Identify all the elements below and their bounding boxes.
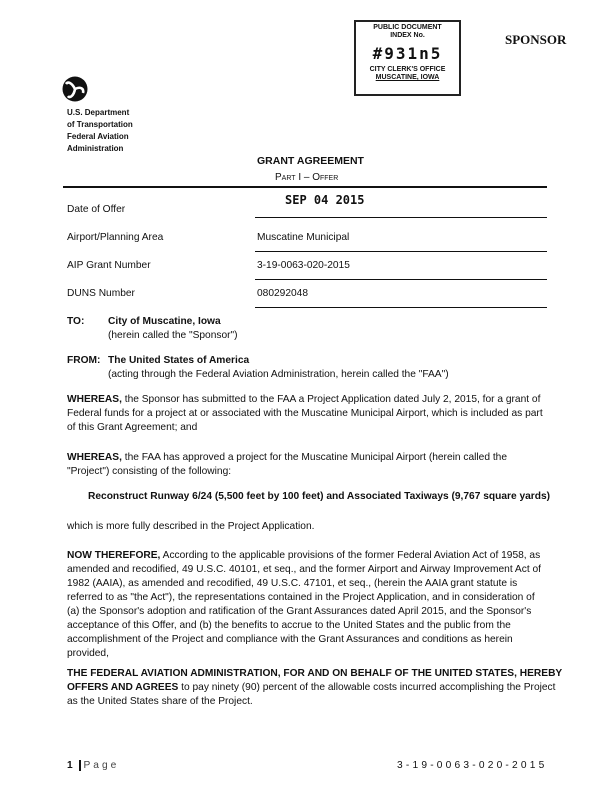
agency-name: [67, 107, 133, 155]
paragraph-lead: WHEREAS,: [67, 394, 122, 405]
project-description: Reconstruct Runway 6/24 (5,500 feet by 100 feet) and Associated Taxiways (9,767 square yards): [88, 491, 551, 502]
paragraph-line: the Sponsor has submitted to the FAA a Project Application dated July 2, 2015, for a grant of: [121, 394, 541, 405]
paragraph-line: (a) the Sponsor's adoption and ratification of the Grant Assurances dated April 2015, and the Sponsor's: [67, 606, 532, 617]
from-label: FROM:: [67, 355, 101, 366]
to-note: (herein called the "Sponsor"): [108, 330, 238, 341]
field-label-date: Date of Offer: [67, 204, 126, 215]
paragraph-line: According to the applicable provisions of the former Federal Aviation Act of 1958, as: [160, 550, 541, 561]
whereas-paragraph-2: [67, 452, 507, 480]
from-note: (acting through the Federal Aviation Administration, herein called the "FAA"): [108, 369, 449, 380]
field-label-duns: DUNS Number: [67, 288, 135, 299]
paragraph-line: to pay ninety (90) percent of the allowable costs incurred accomplishing the Project: [178, 682, 556, 693]
paragraph-lead: NOW THEREFORE,: [67, 550, 161, 561]
footer-grant-number: 3-19-0063-020-2015: [397, 760, 548, 771]
sponsor-label: SPONSOR: [505, 32, 567, 47]
paragraph-line: acceptance of this Offer, and (b) the benefits to accrue to the United States and the public from the: [67, 620, 511, 631]
stamp-line: INDEX No.: [390, 32, 425, 39]
paragraph-lead: WHEREAS,: [67, 452, 122, 463]
page-footer: [67, 760, 119, 771]
document-subtitle: Part I – Offer: [275, 172, 339, 183]
document-title: GRANT AGREEMENT: [257, 155, 364, 167]
paragraph-line: THE FEDERAL AVIATION ADMINISTRATION, FOR AND ON BEHALF OF THE UNITED STATES, HEREBY: [67, 668, 563, 679]
page-number: 1: [67, 760, 73, 771]
to-name: City of Muscatine, Iowa: [108, 316, 221, 327]
from-name: The United States of America: [108, 355, 250, 366]
field-underline: [255, 251, 547, 252]
field-label-airport: Airport/Planning Area: [67, 232, 164, 243]
dot-logo-icon: [62, 75, 88, 103]
paragraph-line: of this Grant Agreement; and: [67, 422, 198, 433]
field-value-duns: 080292048: [257, 288, 308, 299]
paragraph-line: "Project") consisting of the following:: [67, 466, 232, 477]
paragraph-line: provided,: [67, 648, 109, 659]
date-of-offer-stamp: SEP 04 2015: [285, 193, 365, 207]
field-value-grant-number: 3-19-0063-020-2015: [257, 260, 350, 271]
paragraph-project-application: which is more fully described in the Project Application.: [67, 521, 315, 532]
field-value-airport: Muscatine Municipal: [257, 232, 350, 243]
field-underline: [255, 217, 547, 218]
divider: [63, 186, 547, 188]
faa-offer-paragraph: [67, 668, 562, 710]
paragraph-line: accomplishment of the Project and compliance with the Grant Assurances and conditions as herein: [67, 634, 513, 645]
page-label: Page: [83, 760, 120, 771]
agency-line: Federal Aviation: [67, 132, 129, 141]
stamp-line: CITY CLERK'S OFFICE: [369, 66, 446, 73]
now-therefore-paragraph: [67, 550, 541, 662]
paragraph-line: the FAA has approved a project for the Muscatine Municipal Airport (herein called the: [121, 452, 507, 463]
field-underline: [255, 307, 547, 308]
agency-line: U.S. Department: [67, 108, 130, 117]
paragraph-lead: OFFERS AND AGREES: [67, 682, 179, 693]
agency-line: of Transportation: [67, 120, 133, 129]
stamp-line: MUSCATINE, IOWA: [375, 74, 440, 81]
whereas-paragraph-1: [67, 394, 543, 436]
paragraph-line: amended and recodified, 49 U.S.C. 40101, et seq., and the former Airport and Airway Improvement Act of: [67, 564, 541, 575]
paragraph-line: 1982 (AAIA), as amended and recodified, 49 U.S.C. 47101, et seq., (herein the AAIA grant statute is: [67, 578, 518, 589]
field-label-grant-number: AIP Grant Number: [67, 260, 151, 271]
stamp-index-number: #931n5: [372, 44, 443, 63]
agency-line: Administration: [67, 144, 124, 153]
field-underline: [255, 279, 547, 280]
paragraph-line: referred to as "the Act"), the representations contained in the Project Application, and in consideration of: [67, 592, 535, 603]
public-document-stamp: [354, 20, 461, 96]
paragraph-line: as the United States share of the Project.: [67, 696, 253, 707]
paragraph-line: Federal funds for a project at or associated with the Muscatine Municipal Airport, which is included as part: [67, 408, 543, 419]
stamp-line: PUBLIC DOCUMENT: [373, 24, 442, 31]
to-label: TO:: [67, 316, 85, 327]
